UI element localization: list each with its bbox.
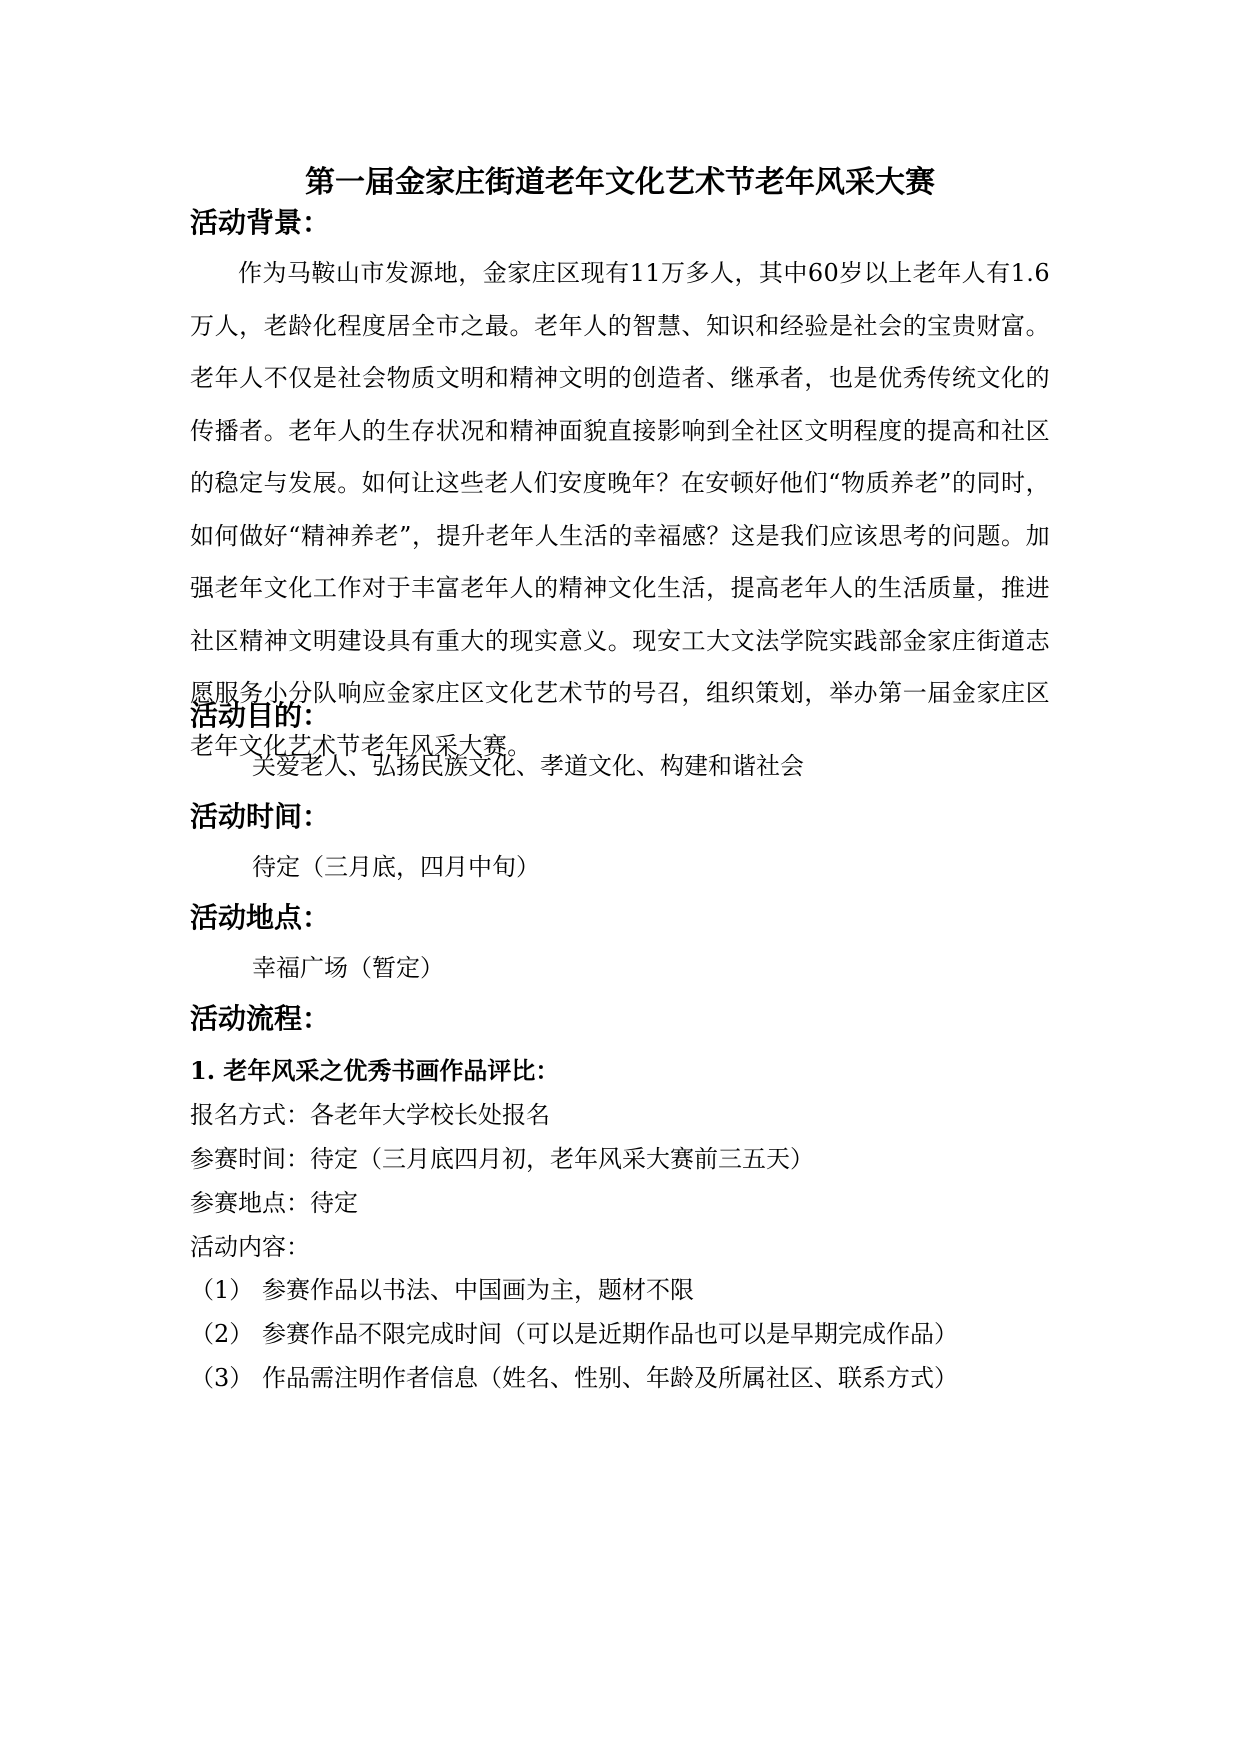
- rule-item: [190, 1314, 958, 1354]
- process-heading: 活动流程：: [190, 1002, 331, 1035]
- rule-number: （2）: [190, 1320, 254, 1348]
- location-text: 幸福广场（暂定）: [252, 954, 444, 982]
- contest-time: 参赛时间：待定（三月底四月初，老年风采大赛前三五天）: [190, 1145, 814, 1173]
- rule-number: （3）: [190, 1364, 254, 1392]
- rule-item: [190, 1358, 958, 1398]
- background-heading: 活动背景：: [190, 206, 331, 239]
- time-heading: 活动时间：: [190, 800, 331, 833]
- rule-text: 参赛作品不限完成时间（可以是近期作品也可以是早期完成作品）: [262, 1320, 958, 1348]
- document-page: [190, 0, 1050, 1754]
- rule-number: （1）: [190, 1276, 254, 1304]
- location-heading: 活动地点：: [190, 901, 331, 934]
- process-item-1-title: 1. 老年风采之优秀书画作品评比：: [190, 1056, 560, 1085]
- contest-place: 参赛地点：待定: [190, 1189, 358, 1217]
- activity-content-label: 活动内容：: [190, 1233, 310, 1261]
- background-paragraph: 作为马鞍山市发源地，金家庄区现有11万多人，其中60岁以上老年人有1.6万人，老龄化程度居全市之最。老年人的智慧、知识和经验是社会的宝贵财富。老年人不仅是社会物质文明和精神文明的创造者、继承者，也是优秀传统文化的传播者。老年人的生存状况和精神面貌直接影响到全社区文明程度的提高和社区的稳定与发展。如何让这些老人们安度晚年？在安顿好他们“物质养老”的同时，如何做好“精神养老”，提升老年人生活的幸福感？这是我们应该思考的问题。加强老年文化工作对于丰富老年人的精神文化生活，提高老年人的生活质量，推进社区精神文明建设具有重大的现实意义。现安工大文法学院实践部金家庄街道志愿服务小分队响应金家庄区文化艺术节的号召，组织策划，举办第一届金家庄区老年文化艺术节老年风采大赛。: [190, 259, 1050, 760]
- rule-text: 作品需注明作者信息（姓名、性别、年龄及所属社区、联系方式）: [262, 1364, 958, 1392]
- purpose-heading: 活动目的：: [190, 699, 331, 732]
- signup-method: 报名方式：各老年大学校长处报名: [190, 1101, 550, 1129]
- document-title: 第一届金家庄街道老年文化艺术节老年风采大赛: [305, 165, 935, 200]
- rule-text: 参赛作品以书法、中国画为主，题材不限: [262, 1276, 694, 1304]
- purpose-text: 关爱老人、弘扬民族文化、孝道文化、构建和谐社会: [252, 752, 804, 780]
- time-text: 待定（三月底，四月中旬）: [252, 853, 540, 881]
- rule-item: [190, 1270, 694, 1310]
